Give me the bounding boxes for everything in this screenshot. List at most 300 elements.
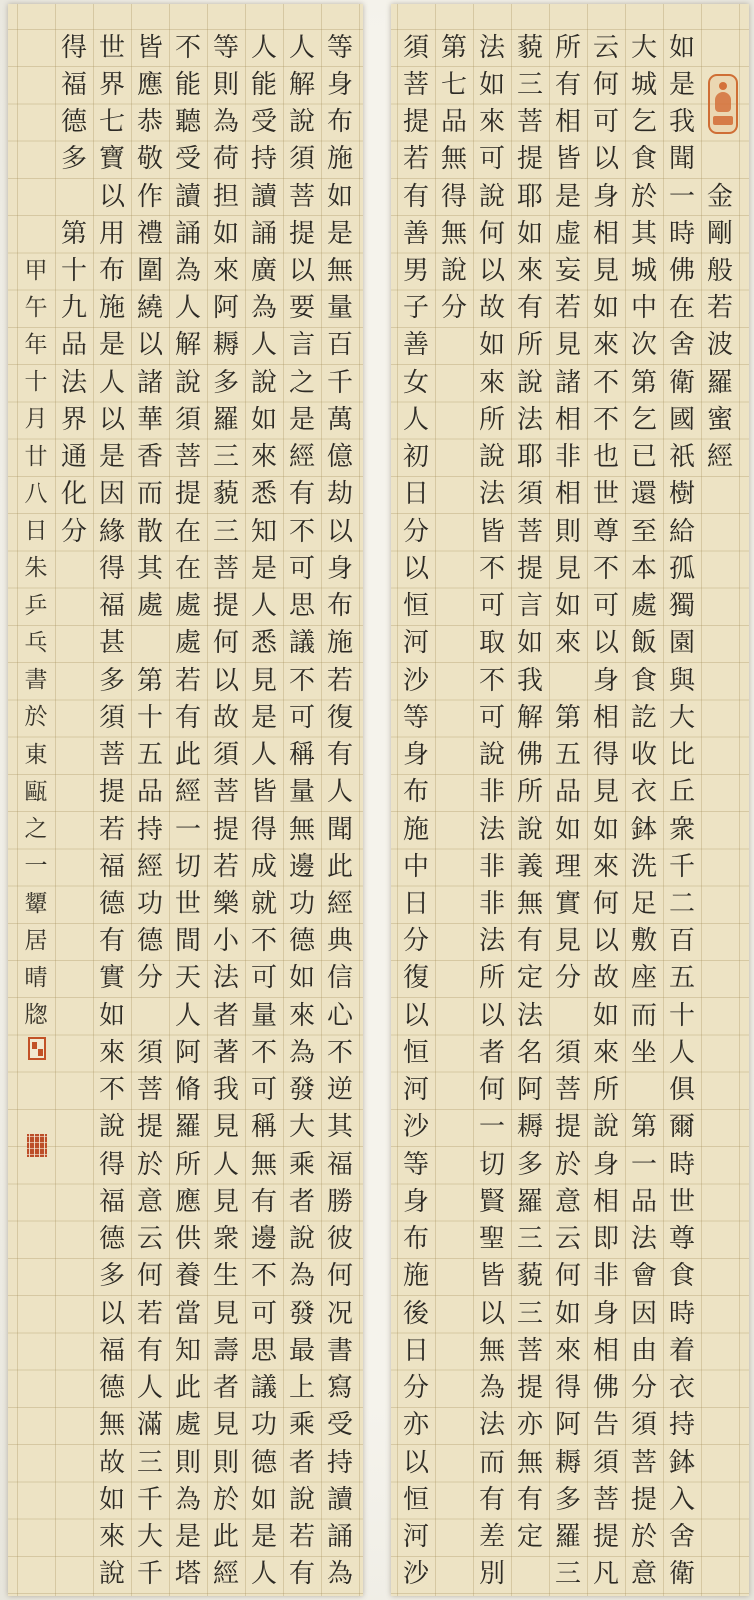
glyph-cell [17, 103, 55, 140]
glyph-cell: 有 [98, 926, 125, 957]
glyph-cell: 年 [24, 331, 48, 358]
glyph-cell: 品 [60, 330, 87, 361]
text-column [663, 29, 701, 1593]
glyph-cell: 日 [402, 889, 429, 919]
glyph-cell: 無 [98, 1410, 125, 1441]
glyph-cell: 時 [668, 218, 695, 249]
glyph-cell: 中 [630, 293, 657, 324]
glyph-cell: 法 [630, 1224, 657, 1255]
glyph-cell: 羅 [554, 1521, 581, 1552]
glyph-cell: 食 [630, 144, 657, 175]
glyph-cell: 故 [98, 1447, 125, 1478]
text-column [473, 29, 511, 1593]
glyph-cell: 受 [326, 1410, 353, 1441]
glyph-cell: 八 [24, 480, 48, 507]
glyph-cell: 敷 [630, 926, 657, 957]
glyph-cell: 言 [288, 330, 315, 361]
glyph-cell: 以 [478, 1000, 505, 1031]
glyph-cell: 皆 [250, 777, 277, 808]
glyph-cell: 以 [288, 256, 315, 287]
glyph-cell: 世 [98, 32, 125, 63]
text-column [511, 29, 549, 1556]
artist-seal-outline [28, 1037, 46, 1060]
glyph-cell: 大 [630, 32, 657, 63]
buddha-lotus-base-shape [713, 116, 733, 125]
glyph-cell: 可 [250, 963, 277, 994]
glyph-cell: 應 [136, 69, 163, 100]
glyph-cell: 賢 [478, 1186, 505, 1217]
glyph-cell: 有 [478, 1484, 505, 1515]
glyph-cell: 百 [326, 330, 353, 361]
glyph-cell: 劫 [326, 479, 353, 510]
glyph-cell: 有 [326, 740, 353, 771]
glyph-cell: 與 [668, 665, 695, 696]
glyph-cell: 故 [212, 702, 239, 733]
glyph-cell: 是 [554, 181, 581, 212]
glyph-cell: 如 [516, 218, 543, 249]
glyph-cell: 若 [402, 144, 429, 175]
glyph-cell: 顰 [24, 890, 48, 917]
glyph-cell: 能 [250, 69, 277, 100]
glyph-cell: 法 [478, 32, 505, 63]
glyph-cell: 於 [212, 1484, 239, 1515]
glyph-cell: 菩 [592, 1484, 619, 1515]
glyph-cell: 凡 [592, 1559, 619, 1590]
text-column [435, 29, 473, 327]
glyph-cell: 有 [288, 479, 315, 510]
glyph-cell: 多 [98, 1261, 125, 1292]
glyph-cell: 界 [60, 404, 87, 435]
glyph-cell: 十 [60, 256, 87, 287]
glyph-cell: 小 [212, 926, 239, 957]
glyph-cell: 女 [402, 367, 429, 398]
glyph-cell: 以 [592, 144, 619, 175]
glyph-cell: 由 [630, 1335, 657, 1366]
glyph-cell: 日 [402, 479, 429, 510]
glyph-cell: 第 [630, 1112, 657, 1143]
glyph-cell: 發 [288, 1298, 315, 1329]
glyph-cell: 緣 [98, 516, 125, 547]
glyph-cell: 阿 [174, 1037, 201, 1068]
glyph-cell: 所 [516, 777, 543, 808]
glyph-cell: 持 [250, 144, 277, 175]
glyph-cell: 三 [516, 69, 543, 100]
glyph-cell: 所 [592, 1075, 619, 1106]
glyph-cell: 福 [326, 1149, 353, 1180]
glyph-cell: 時 [668, 1298, 695, 1329]
glyph-cell: 處 [174, 628, 201, 659]
glyph-cell: 入 [668, 1484, 695, 1515]
glyph-cell: 無 [440, 218, 467, 249]
glyph-cell: 如 [554, 814, 581, 845]
glyph-cell: 比 [668, 740, 695, 771]
glyph-cell: 諸 [136, 367, 163, 398]
glyph-cell: 上 [288, 1373, 315, 1404]
glyph-cell: 福 [98, 591, 125, 622]
glyph-cell: 是 [250, 553, 277, 584]
glyph-cell: 男 [402, 256, 429, 287]
glyph-cell: 見 [212, 1410, 239, 1441]
glyph-cell: 也 [592, 442, 619, 473]
glyph-cell: 於 [136, 1149, 163, 1180]
glyph-cell: 以 [478, 256, 505, 287]
glyph-cell: 思 [288, 591, 315, 622]
glyph-cell: 第 [136, 665, 163, 696]
glyph-cell: 說 [516, 367, 543, 398]
glyph-cell: 大 [288, 1112, 315, 1143]
glyph-cell: 勝 [326, 1186, 353, 1217]
glyph-cell: 實 [554, 889, 581, 919]
glyph-cell: 俱 [668, 1075, 695, 1106]
glyph-cell: 身 [592, 1149, 619, 1180]
glyph-cell: 若 [706, 293, 733, 324]
artist-seal-solid [27, 1134, 47, 1157]
glyph-cell: 通 [60, 442, 87, 473]
glyph-cell: 得 [60, 32, 87, 63]
glyph-cell: 人 [326, 777, 353, 808]
glyph-cell: 月 [24, 406, 48, 433]
glyph-cell: 所 [478, 963, 505, 994]
glyph-cell: 說 [98, 1559, 125, 1590]
glyph-cell: 可 [250, 1298, 277, 1329]
glyph-cell: 於 [24, 704, 48, 731]
glyph-cell: 則 [174, 1447, 201, 1478]
glyph-cell: 阿 [516, 1075, 543, 1106]
glyph-cell: 法 [478, 1410, 505, 1441]
glyph-cell: 提 [516, 553, 543, 584]
glyph-cell: 身 [402, 1186, 429, 1217]
glyph-cell: 品 [136, 777, 163, 808]
glyph-cell: 耨 [554, 1447, 581, 1478]
glyph-cell: 孤 [668, 553, 695, 584]
glyph-cell [701, 141, 739, 178]
glyph-cell: 得 [98, 553, 125, 584]
glyph-cell: 別 [478, 1559, 505, 1590]
glyph-cell: 乓 [24, 629, 48, 656]
glyph-cell: 定 [516, 963, 543, 994]
glyph-cell: 此 [326, 851, 353, 882]
glyph-cell: 是 [98, 330, 125, 361]
glyph-cell: 德 [250, 1447, 277, 1478]
glyph-cell: 如 [554, 1298, 581, 1329]
glyph-cell: 提 [402, 107, 429, 138]
glyph-cell: 次 [630, 330, 657, 361]
glyph-cell: 蜜 [706, 404, 733, 435]
glyph-cell: 千 [136, 1559, 163, 1590]
glyph-cell: 提 [516, 1373, 543, 1404]
glyph-cell: 還 [630, 479, 657, 510]
glyph-cell: 日 [402, 1335, 429, 1366]
glyph-cell: 五 [554, 740, 581, 771]
glyph-cell: 以 [136, 330, 163, 361]
glyph-cell: 無 [516, 1447, 543, 1478]
glyph-cell: 足 [630, 889, 657, 919]
glyph-cell: 坐 [630, 1037, 657, 1068]
text-column [625, 29, 663, 1593]
glyph-cell: 法 [478, 926, 505, 957]
glyph-cell: 身 [326, 69, 353, 100]
glyph-cell: 散 [136, 516, 163, 547]
glyph-cell: 沙 [402, 1112, 429, 1143]
glyph-cell: 不 [592, 404, 619, 435]
glyph-cell: 十 [668, 1000, 695, 1031]
glyph-cell: 相 [554, 107, 581, 138]
glyph-cell: 布 [402, 1224, 429, 1255]
glyph-cell: 身 [592, 1298, 619, 1329]
glyph-cell: 彼 [326, 1224, 353, 1255]
glyph-cell: 提 [592, 1521, 619, 1552]
glyph-cell: 無 [440, 144, 467, 175]
glyph-cell: 分 [136, 963, 163, 994]
glyph-cell: 是 [250, 1521, 277, 1552]
glyph-cell: 提 [516, 144, 543, 175]
glyph-cell: 為 [326, 1559, 353, 1590]
glyph-cell: 恒 [402, 1037, 429, 1068]
glyph-cell: 福 [98, 1335, 125, 1366]
glyph-cell: 乒 [24, 592, 48, 619]
glyph-cell: 提 [212, 814, 239, 845]
glyph-cell: 之 [24, 816, 48, 843]
glyph-cell: 如 [554, 591, 581, 622]
glyph-cell: 因 [98, 479, 125, 510]
glyph-cell: 担 [212, 181, 239, 212]
glyph-cell: 而 [478, 1447, 505, 1478]
glyph-cell [17, 29, 55, 66]
glyph-cell: 取 [478, 628, 505, 659]
glyph-cell: 多 [212, 367, 239, 398]
glyph-cell: 阿 [212, 293, 239, 324]
glyph-cell: 意 [554, 1186, 581, 1217]
glyph-cell [701, 29, 739, 66]
glyph-cell: 須 [136, 1037, 163, 1068]
glyph-cell: 持 [326, 1447, 353, 1478]
text-column [17, 29, 55, 1034]
glyph-cell: 可 [288, 553, 315, 584]
glyph-cell: 當 [174, 1298, 201, 1329]
glyph-cell: 所 [554, 32, 581, 63]
glyph-cell: 河 [402, 1075, 429, 1106]
glyph-cell: 千 [668, 851, 695, 882]
glyph-cell: 河 [402, 1521, 429, 1552]
glyph-cell: 若 [98, 814, 125, 845]
left-scroll-panel [8, 4, 363, 1596]
glyph-cell: 之 [288, 367, 315, 398]
glyph-cell: 所 [478, 404, 505, 435]
glyph-cell: 如 [592, 814, 619, 845]
text-column [93, 29, 131, 1593]
glyph-cell: 功 [250, 1410, 277, 1441]
glyph-cell: 妄 [554, 256, 581, 287]
glyph-cell: 應 [174, 1186, 201, 1217]
glyph-cell: 所 [516, 330, 543, 361]
glyph-cell: 品 [630, 1186, 657, 1217]
glyph-cell: 分 [630, 1373, 657, 1404]
glyph-cell: 悉 [250, 479, 277, 510]
glyph-cell: 訖 [630, 702, 657, 733]
glyph-cell: 至 [630, 516, 657, 547]
glyph-cell: 座 [630, 963, 657, 994]
glyph-cell: 須 [98, 702, 125, 733]
glyph-cell: 差 [478, 1521, 505, 1552]
glyph-cell: 在 [668, 293, 695, 324]
glyph-cell: 三 [516, 1224, 543, 1255]
glyph-cell: 甲 [24, 257, 48, 284]
glyph-cell: 身 [326, 553, 353, 584]
buddha-head-shape [719, 82, 727, 90]
glyph-cell: 發 [288, 1075, 315, 1106]
glyph-cell: 切 [478, 1149, 505, 1180]
glyph-cell: 提 [630, 1484, 657, 1515]
glyph-cell: 恒 [402, 591, 429, 622]
glyph-cell: 五 [136, 740, 163, 771]
glyph-cell: 何 [136, 1261, 163, 1292]
glyph-cell: 食 [668, 1261, 695, 1292]
glyph-cell: 無 [250, 1149, 277, 1180]
glyph-cell: 法 [60, 367, 87, 398]
glyph-cell [17, 141, 55, 178]
glyph-cell: 一 [24, 853, 48, 880]
glyph-cell: 千 [326, 367, 353, 398]
glyph-cell: 得 [440, 181, 467, 212]
glyph-cell: 為 [174, 256, 201, 287]
glyph-cell: 佛 [516, 740, 543, 771]
glyph-cell: 在 [174, 553, 201, 584]
glyph-cell: 不 [478, 665, 505, 696]
glyph-cell: 分 [440, 293, 467, 324]
glyph-cell: 羅 [516, 1186, 543, 1217]
glyph-cell: 稱 [250, 1112, 277, 1143]
glyph-cell: 云 [136, 1224, 163, 1255]
glyph-cell: 着 [668, 1335, 695, 1366]
glyph-cell: 用 [98, 218, 125, 249]
glyph-cell: 來 [250, 442, 277, 473]
glyph-cell: 是 [250, 702, 277, 733]
glyph-cell: 般 [706, 256, 733, 287]
glyph-cell: 來 [592, 1037, 619, 1068]
glyph-cell: 世 [668, 1186, 695, 1217]
text-column [207, 29, 245, 1593]
glyph-cell: 非 [592, 1261, 619, 1292]
glyph-cell: 經 [212, 1559, 239, 1590]
glyph-cell: 無 [516, 889, 543, 919]
glyph-cell: 如 [326, 181, 353, 212]
glyph-cell: 來 [212, 256, 239, 287]
glyph-cell: 見 [592, 777, 619, 808]
glyph-cell: 復 [402, 963, 429, 994]
glyph-cell: 我 [668, 107, 695, 138]
glyph-cell: 如 [98, 1484, 125, 1515]
glyph-cell: 如 [250, 404, 277, 435]
glyph-cell: 如 [478, 69, 505, 100]
glyph-cell: 九 [60, 293, 87, 324]
glyph-cell: 相 [554, 479, 581, 510]
glyph-cell: 何 [478, 1075, 505, 1106]
glyph-cell: 非 [478, 851, 505, 882]
glyph-cell: 人 [402, 404, 429, 435]
glyph-cell: 中 [402, 851, 429, 882]
glyph-cell: 經 [136, 851, 163, 882]
glyph-cell: 不 [478, 553, 505, 584]
glyph-cell: 衣 [668, 1373, 695, 1404]
glyph-cell: 菩 [630, 1447, 657, 1478]
glyph-cell: 敬 [136, 144, 163, 175]
glyph-cell: 天 [174, 963, 201, 994]
glyph-cell: 如 [592, 1000, 619, 1031]
glyph-cell: 衛 [668, 367, 695, 398]
glyph-cell: 有 [516, 926, 543, 957]
glyph-cell: 我 [516, 665, 543, 696]
glyph-cell: 以 [98, 181, 125, 212]
glyph-cell: 分 [60, 516, 87, 547]
glyph-cell: 以 [402, 1000, 429, 1031]
glyph-cell: 布 [326, 591, 353, 622]
glyph-cell: 處 [174, 1410, 201, 1441]
glyph-cell: 提 [212, 591, 239, 622]
glyph-cell: 城 [630, 69, 657, 100]
glyph-cell: 福 [98, 1186, 125, 1217]
glyph-cell: 樹 [668, 479, 695, 510]
glyph-cell: 以 [478, 1298, 505, 1329]
glyph-cell: 聞 [326, 814, 353, 845]
glyph-cell: 以 [326, 516, 353, 547]
glyph-cell: 大 [136, 1521, 163, 1552]
glyph-cell: 須 [402, 32, 429, 63]
glyph-cell: 樂 [212, 889, 239, 919]
glyph-cell: 持 [668, 1410, 695, 1441]
glyph-cell: 剛 [706, 218, 733, 249]
glyph-cell: 意 [630, 1559, 657, 1590]
glyph-cell: 乘 [288, 1149, 315, 1180]
glyph-cell: 成 [250, 851, 277, 882]
glyph-cell: 為 [478, 1373, 505, 1404]
glyph-cell: 以 [402, 1447, 429, 1478]
glyph-cell: 布 [98, 256, 125, 287]
glyph-cell: 若 [136, 1298, 163, 1329]
glyph-cell: 說 [174, 367, 201, 398]
glyph-cell: 供 [174, 1224, 201, 1255]
glyph-cell: 處 [136, 591, 163, 622]
glyph-cell: 乞 [630, 404, 657, 435]
glyph-cell: 見 [554, 553, 581, 584]
glyph-cell: 見 [212, 1112, 239, 1143]
glyph-cell: 說 [478, 181, 505, 212]
glyph-cell: 何 [592, 69, 619, 100]
glyph-cell: 世 [592, 479, 619, 510]
glyph-cell: 甌 [24, 778, 48, 805]
glyph-cell: 實 [98, 963, 125, 994]
glyph-cell: 有 [288, 1559, 315, 1590]
glyph-cell: 化 [60, 479, 87, 510]
glyph-cell: 典 [326, 926, 353, 957]
glyph-cell: 皆 [478, 1261, 505, 1292]
glyph-cell: 三 [516, 1298, 543, 1329]
glyph-cell: 一 [668, 181, 695, 212]
glyph-cell: 如 [250, 1484, 277, 1515]
glyph-cell: 布 [402, 777, 429, 808]
glyph-cell: 國 [668, 404, 695, 435]
glyph-cell: 非 [478, 777, 505, 808]
text-column [131, 29, 169, 1593]
glyph-cell: 可 [288, 702, 315, 733]
glyph-cell: 說 [288, 1224, 315, 1255]
glyph-cell: 善 [402, 330, 429, 361]
glyph-cell: 施 [98, 293, 125, 324]
glyph-cell: 菩 [98, 740, 125, 771]
glyph-cell: 虚 [554, 218, 581, 249]
glyph-cell: 有 [136, 1335, 163, 1366]
glyph-cell: 德 [98, 889, 125, 919]
glyph-cell: 相 [592, 1186, 619, 1217]
